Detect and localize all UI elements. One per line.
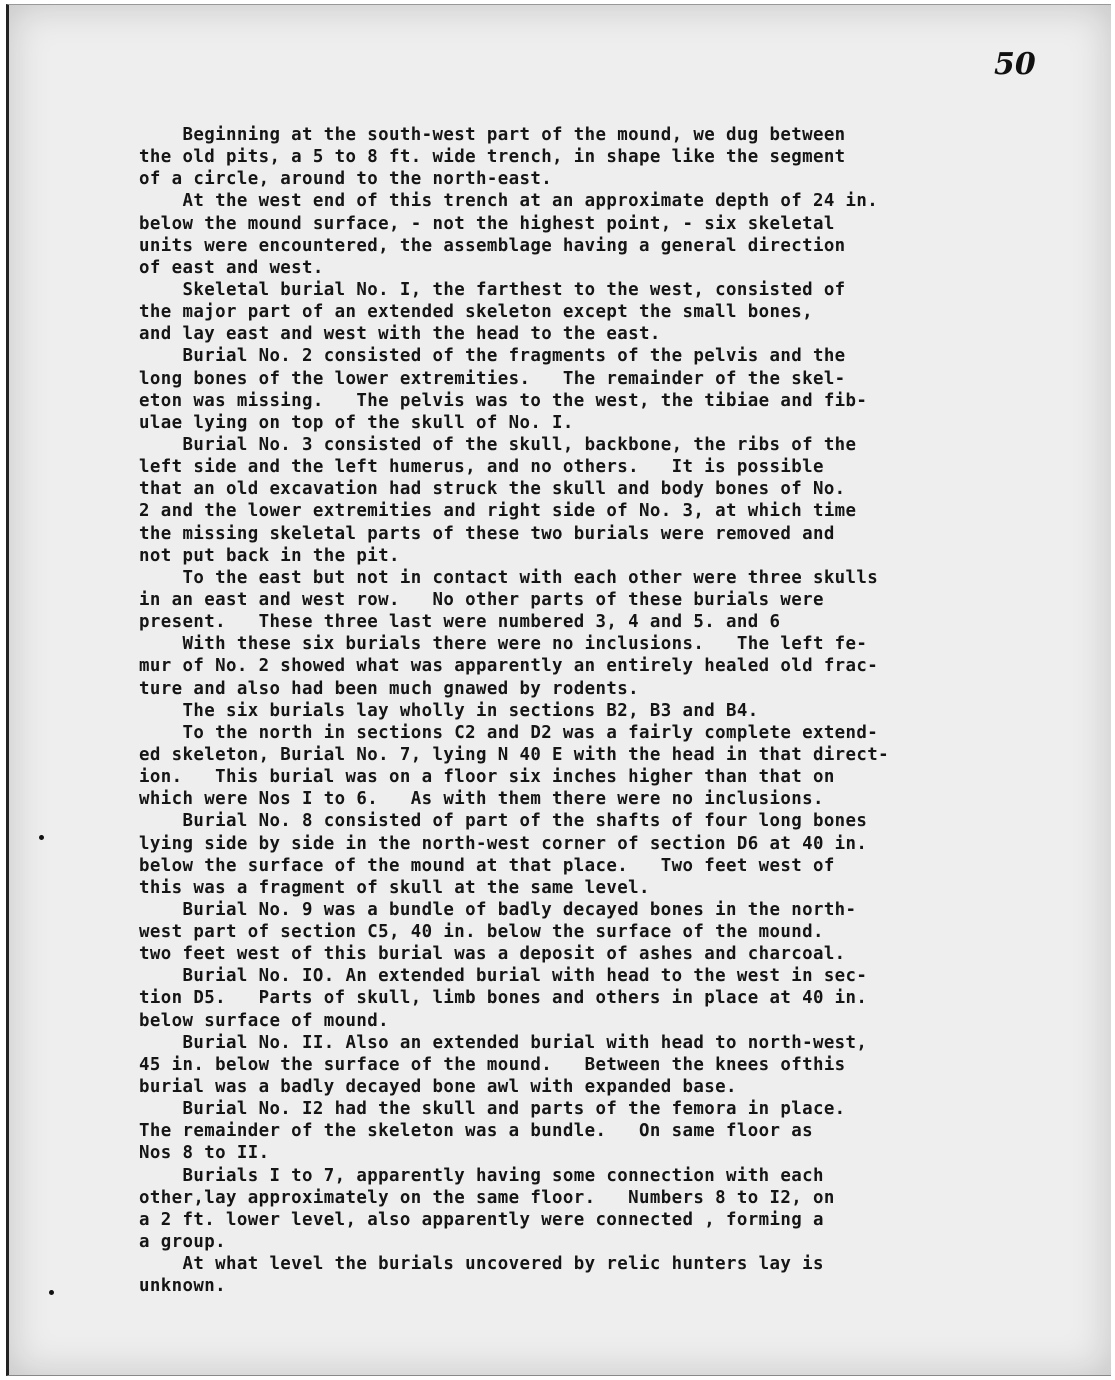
text-line: To the north in sections C2 and D2 was a fairly complete extend-	[139, 722, 879, 743]
text-line: a group.	[139, 1232, 226, 1253]
text-line: Burial No. II. Also an extended burial with head to north-west,	[139, 1032, 868, 1053]
text-line: Burial No. 9 was a bundle of badly decayed bones in the north-	[139, 899, 857, 920]
text-line: mur of No. 2 showed what was apparently an entirely healed old frac-	[139, 656, 879, 677]
text-line: present. These three last were numbered 3, 4 and 5. and 6	[139, 612, 781, 633]
text-line: tion D5. Parts of skull, limb bones and others in place at 40 in.	[139, 988, 868, 1009]
text-line: the major part of an extended skeleton except the small bones,	[139, 302, 813, 323]
text-line: not put back in the pit.	[139, 545, 400, 566]
text-line: Burial No. IO. An extended burial with head to the west in sec-	[139, 966, 868, 987]
text-line: At what level the burials uncovered by relic hunters lay is	[139, 1254, 824, 1275]
text-line: the missing skeletal parts of these two burials were removed and	[139, 523, 835, 544]
text-line: Beginning at the south-west part of the mound, we dug between	[139, 125, 846, 145]
text-line: 2 and the lower extremities and right side of No. 3, at which time	[139, 501, 857, 522]
page-number: 50	[994, 47, 1036, 82]
text-line: two feet west of this burial was a deposit of ashes and charcoal.	[139, 944, 846, 965]
text-line: unknown.	[139, 1276, 226, 1297]
document-page	[6, 4, 1111, 1376]
text-line: Nos 8 to II.	[139, 1143, 270, 1164]
text-line: which were Nos I to 6. As with them there were no inclusions.	[139, 789, 824, 810]
text-line: below the mound surface, - not the highest point, - six skeletal	[139, 213, 835, 234]
text-line: With these six burials there were no inclusions. The left fe-	[139, 634, 868, 655]
text-line: Burial No. 2 consisted of the fragments of the pelvis and the	[139, 346, 846, 367]
text-line: Skeletal burial No. I, the farthest to the west, consisted of	[139, 279, 846, 300]
text-line: the old pits, a 5 to 8 ft. wide trench, in shape like the segment	[139, 147, 846, 168]
text-line: At the west end of this trench at an approximate depth of 24 in.	[139, 191, 879, 212]
text-line: west part of section C5, 40 in. below the surface of the mound.	[139, 922, 824, 943]
text-line: eton was missing. The pelvis was to the west, the tibiae and fib-	[139, 390, 868, 411]
text-line: other,lay approximately on the same floor. Numbers 8 to I2, on	[139, 1187, 835, 1208]
text-line: units were encountered, the assemblage having a general direction	[139, 235, 846, 256]
text-line: that an old excavation had struck the skull and body bones of No.	[139, 479, 846, 500]
margin-mark	[39, 835, 44, 840]
text-line: ulae lying on top of the skull of No. I.	[139, 412, 574, 433]
text-line: of a circle, around to the north-east.	[139, 169, 553, 190]
text-line: Burials I to 7, apparently having some connection with each	[139, 1165, 824, 1186]
text-line: The remainder of the skeleton was a bundle. On same floor as	[139, 1121, 813, 1142]
text-line: and lay east and west with the head to the east.	[139, 324, 661, 345]
text-line: To the east but not in contact with each other were three skulls	[139, 567, 879, 588]
text-line: burial was a badly decayed bone awl with expanded base.	[139, 1077, 737, 1098]
text-line: below surface of mound.	[139, 1010, 390, 1031]
text-line: ture and also had been much gnawed by rodents.	[139, 678, 640, 699]
text-line: of east and west.	[139, 257, 324, 278]
text-line: Burial No. I2 had the skull and parts of the femora in place.	[139, 1099, 846, 1120]
text-line: ion. This burial was on a floor six inches higher than that on	[139, 767, 835, 788]
text-line: Burial No. 3 consisted of the skull, backbone, the ribs of the	[139, 434, 857, 455]
text-line: Burial No. 8 consisted of part of the shafts of four long bones	[139, 811, 868, 832]
text-line: below the surface of the mound at that place. Two feet west of	[139, 855, 835, 876]
text-line: ed skeleton, Burial No. 7, lying N 40 E with the head in that direct-	[139, 744, 890, 765]
text-line: lying side by side in the north-west corner of section D6 at 40 in.	[139, 833, 868, 854]
text-line: The six burials lay wholly in sections B2, B3 and B4.	[139, 700, 759, 721]
text-line: 45 in. below the surface of the mound. Between the knees ofthis	[139, 1054, 846, 1075]
text-line: a 2 ft. lower level, also apparently were connected , forming a	[139, 1209, 824, 1230]
margin-mark	[49, 1290, 54, 1295]
text-line: this was a fragment of skull at the same level.	[139, 877, 650, 898]
typed-report-body	[139, 124, 1059, 1297]
text-line: left side and the left humerus, and no others. It is possible	[139, 457, 824, 478]
text-line: long bones of the lower extremities. The remainder of the skel-	[139, 368, 846, 389]
text-line: in an east and west row. No other parts of these burials were	[139, 589, 824, 610]
